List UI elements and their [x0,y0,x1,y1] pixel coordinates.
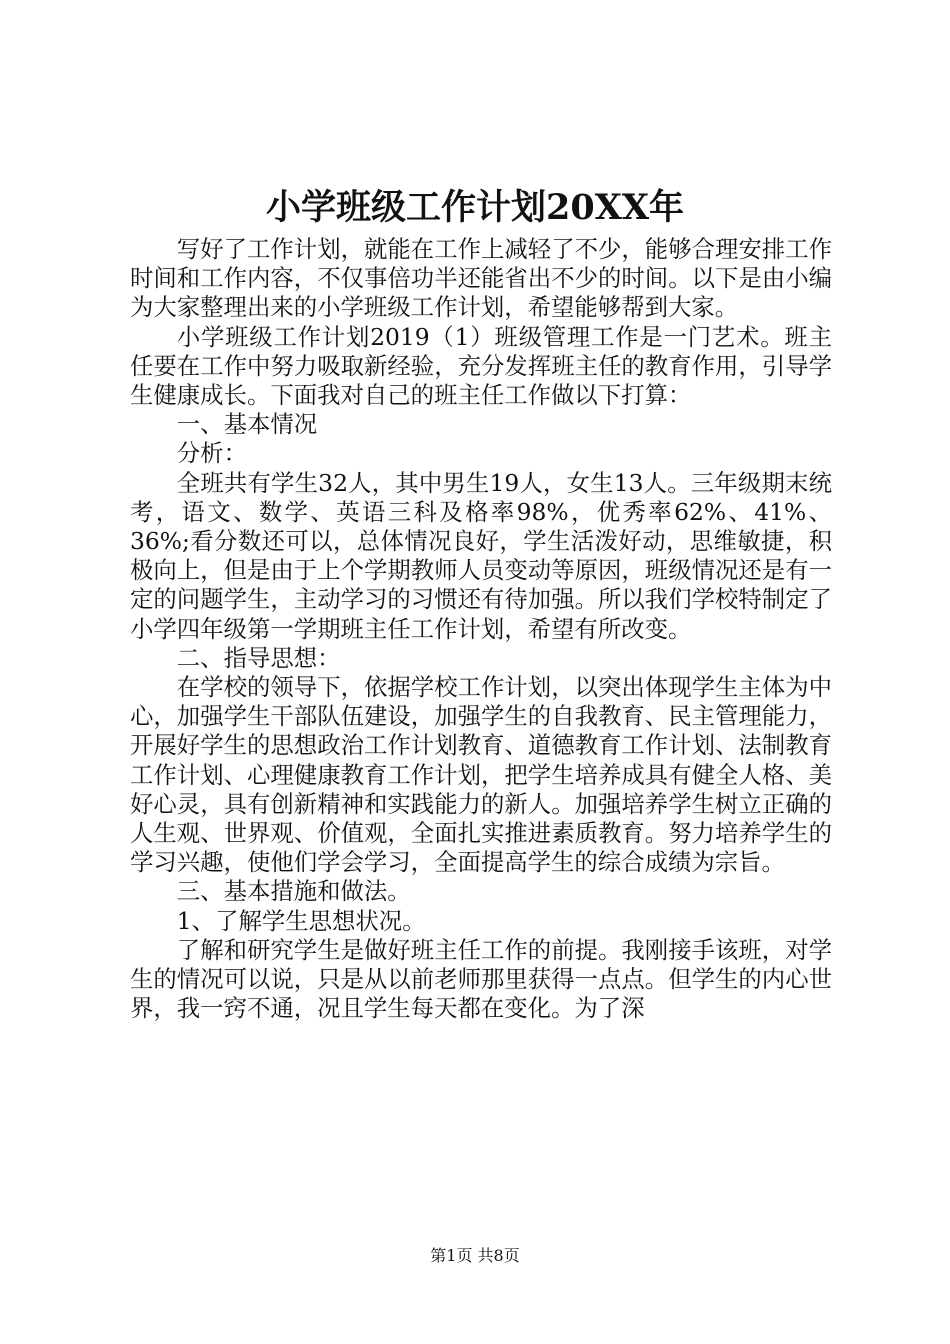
section-heading: 三、基本措施和做法。 [176,877,411,906]
page-footer: 第1页 共8页 [430,1246,520,1265]
section-heading: 一、基本情况 [176,410,318,439]
paragraph: 在学校的领导下，依据学校工作计划，以突出体现学生主体为中心，加强学生干部队伍建设，加强学生的自我教育、民主管理能力，开展好学生的思想政治工作计划教育、道德教育工作计划、法制教育工作计划、心理健康教育工作计划，把学生培养成具有健全人格、美好心灵，具有创新精神和实践能力的新人。加强培养学生树立正确的人生观、世界观、价值观，全面扎实推进素质教育。努力培养学生的学习兴趣，使他们学会学习，全面提高学生的综合成绩为宗旨。 [130,673,832,877]
paragraph: 分析： [176,439,247,468]
paragraph: 小学班级工作计划2019（1）班级管理工作是一门艺术。班主任要在工作中努力吸取新经验，充分发挥班主任的教育作用，引导学生健康成长。下面我对自己的班主任工作做以下打算： [130,322,832,410]
section-heading: 二、指导思想： [176,643,341,672]
document-body [130,235,832,1023]
paragraph: 了解和研究学生是做好班主任工作的前提。我刚接手该班，对学生的情况可以说，只是从以前老师那里获得一点点。但学生的内心世界，我一窍不通，况且学生每天都在变化。为了深 [130,935,832,1023]
paragraph: 全班共有学生32人，其中男生19人，女生13人。三年级期末统考，语文、数学、英语三科及格率98%，优秀率62%、41%、36%;看分数还可以，总体情况良好，学生活泼好动，思维敏捷，积极向上，但是由于上个学期教师人员变动等原因，班级情况还是有一定的问题学生，主动学习的习惯还有待加强。所以我们学校特制定了小学四年级第一学期班主任工作计划，希望有所改变。 [130,468,832,643]
paragraph: 写好了工作计划，就能在工作上减轻了不少，能够合理安排工作时间和工作内容，不仅事倍功半还能省出不少的时间。以下是由小编为大家整理出来的小学班级工作计划，希望能够帮到大家。 [130,235,832,322]
document-title: 小学班级工作计划20XX年 [265,187,685,228]
subsection-heading: 1、了解学生思想状况。 [176,906,426,935]
